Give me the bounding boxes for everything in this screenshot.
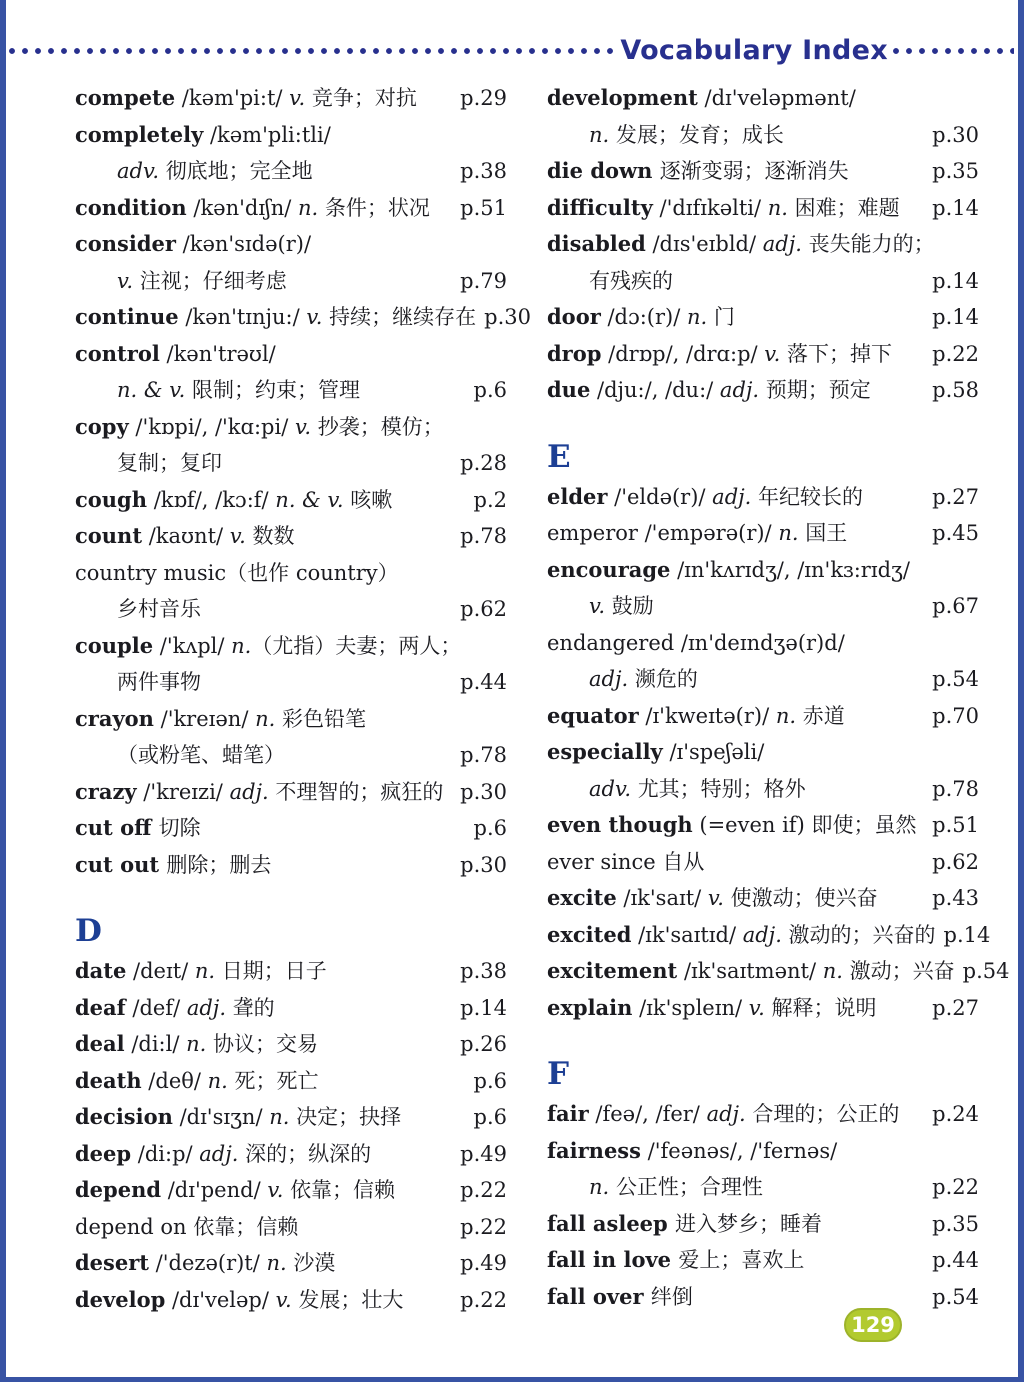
entry-text: v. 鼓励 xyxy=(589,594,654,618)
entry-text: 复制；复印 xyxy=(117,451,222,475)
index-entry xyxy=(547,1279,979,1316)
entry-text: adv. 彻底地；完全地 xyxy=(117,159,313,183)
page-ref: p.30 xyxy=(460,852,507,877)
index-entry xyxy=(547,807,979,844)
index-entry xyxy=(75,409,507,482)
entry-line xyxy=(547,953,1010,990)
entry-line xyxy=(75,1026,507,1063)
entry-line xyxy=(75,299,531,336)
entry-line xyxy=(75,518,507,555)
index-entry xyxy=(547,372,979,409)
entry-line xyxy=(75,1172,507,1209)
page-ref: p.30 xyxy=(932,122,979,147)
entry-text: completely /kəm'pli:tli/ xyxy=(75,121,331,147)
entry-line xyxy=(547,625,979,662)
entry-text: compete /kəm'pi:t/ v. 竞争；对抗 xyxy=(75,85,417,110)
page-ref: p.49 xyxy=(460,1141,507,1166)
entry-line xyxy=(547,372,979,409)
index-entry xyxy=(75,628,507,701)
page-ref: p.78 xyxy=(932,776,979,801)
entry-text: copy /'kɒpi/, /'kɑ:pi/ v. 抄袭；模仿； xyxy=(75,413,444,439)
page-ref: p.78 xyxy=(460,743,507,767)
entry-line xyxy=(547,734,979,771)
page-ref: p.14 xyxy=(932,268,979,293)
entry-line xyxy=(75,1063,507,1100)
entry-text: cut off 切除 xyxy=(75,815,201,840)
entry-line xyxy=(547,153,979,190)
page-number-badge xyxy=(844,1308,902,1342)
entry-line xyxy=(75,990,507,1027)
index-entry xyxy=(547,990,979,1027)
entry-line xyxy=(547,1133,979,1170)
page-ref: p.44 xyxy=(460,670,507,694)
entry-line xyxy=(547,698,979,735)
index-entry xyxy=(75,1209,507,1246)
entry-line xyxy=(547,80,979,117)
index-entry xyxy=(75,701,507,774)
index-entry xyxy=(547,734,979,807)
entry-text: difficulty /'dɪfɪkəlti/ n. 困难；难题 xyxy=(547,194,900,220)
entry-line xyxy=(547,226,979,263)
index-entry xyxy=(547,515,979,552)
entry-line xyxy=(75,555,507,592)
page-ref: p.14 xyxy=(943,922,991,947)
entry-line xyxy=(547,190,979,227)
entry-line xyxy=(75,445,507,482)
page-ref: p.6 xyxy=(473,1105,507,1129)
page-ref: p.6 xyxy=(473,816,507,840)
entry-text: deal /di:l/ n. 协议；交易 xyxy=(75,1031,318,1056)
entry-line xyxy=(75,847,507,884)
entry-text: equator /ɪ'kweɪtə(r)/ n. 赤道 xyxy=(547,702,845,728)
page-ref: p.38 xyxy=(460,959,507,983)
index-entry xyxy=(547,190,979,227)
entry-line xyxy=(75,1282,507,1319)
entry-line xyxy=(547,917,991,954)
entry-text: fall asleep 进入梦乡；睡着 xyxy=(547,1210,823,1236)
entry-text: die down 逐渐变弱；逐渐消失 xyxy=(547,158,849,183)
section-letter-d: D xyxy=(75,913,102,949)
entry-text: （或粉笔、蜡笔） xyxy=(117,743,285,767)
entry-line xyxy=(75,117,507,154)
entry-line xyxy=(547,552,979,589)
page-ref: p.78 xyxy=(460,524,507,548)
entry-text: deep /di:p/ adj. 深的；纵深的 xyxy=(75,1140,372,1166)
entry-line xyxy=(75,190,507,227)
page-ref: p.62 xyxy=(932,849,979,874)
index-entry xyxy=(75,810,507,847)
entry-text: couple /'kʌpl/ n.（尤指）夫妻；两人； xyxy=(75,632,462,658)
page-ref: p.67 xyxy=(932,594,979,618)
entry-line xyxy=(75,737,507,774)
entry-line xyxy=(75,953,507,990)
index-column-right xyxy=(547,80,1010,1318)
index-entry xyxy=(75,226,507,299)
page-ref: p.14 xyxy=(932,305,979,329)
entry-text: due /dju:/, /du:/ adj. 预期；预定 xyxy=(547,377,871,402)
entry-line xyxy=(75,372,507,409)
entry-text: fall over 绊倒 xyxy=(547,1283,693,1309)
index-entry xyxy=(75,117,507,190)
entry-text: develop /dɪ'veləp/ v. 发展；壮大 xyxy=(75,1286,404,1312)
entry-line xyxy=(75,226,507,263)
entry-text: door /dɔ:(r)/ n. 门 xyxy=(547,304,735,329)
entry-text: consider /kən'sɪdə(r)/ xyxy=(75,231,312,256)
index-entry xyxy=(547,552,979,625)
entry-text: ever since 自从 xyxy=(547,849,705,874)
entry-text: explain /ɪk'spleɪn/ v. 解释；说明 xyxy=(547,994,877,1020)
entry-text: excite /ɪk'saɪt/ v. 使激动；使兴奋 xyxy=(547,885,878,910)
dotted-rule-right xyxy=(892,47,1014,55)
entry-text: country music（也作 country） xyxy=(75,560,399,585)
page-ref: p.58 xyxy=(932,378,979,402)
entry-line xyxy=(547,880,979,917)
entry-line xyxy=(547,661,979,698)
page-ref: p.6 xyxy=(473,378,507,402)
index-entry xyxy=(547,917,991,954)
entry-line xyxy=(75,1136,507,1173)
entry-text: fall in love 爱上；喜欢上 xyxy=(547,1247,805,1272)
entry-line xyxy=(75,774,507,811)
page-ref: p.22 xyxy=(932,1175,979,1199)
entry-line xyxy=(75,701,507,738)
entry-text: deaf /def/ adj. 聋的 xyxy=(75,994,275,1020)
page-ref: p.27 xyxy=(932,995,979,1020)
entry-line xyxy=(547,588,979,625)
section-letter-f: F xyxy=(547,1056,570,1092)
index-entry xyxy=(547,1133,979,1206)
entry-text: v. 注视；仔细考虑 xyxy=(117,268,287,293)
entry-text: depend on 依靠；信赖 xyxy=(75,1214,299,1239)
entry-text: 乡村音乐 xyxy=(117,597,201,621)
index-entry xyxy=(547,226,979,299)
index-entry xyxy=(547,844,979,881)
page-ref: p.45 xyxy=(932,521,979,545)
index-entry xyxy=(547,698,979,735)
entry-line xyxy=(547,299,979,336)
entry-text: drop /drɒp/, /drɑ:p/ v. 落下；掉下 xyxy=(547,340,892,366)
index-entry xyxy=(547,953,1010,990)
page-ref: p.22 xyxy=(460,1287,507,1312)
index-column-left xyxy=(75,80,531,1318)
page-ref: p.6 xyxy=(473,1068,507,1093)
page-ref: p.54 xyxy=(962,959,1010,983)
entry-text: emperor /'empərə(r)/ n. 国王 xyxy=(547,521,848,545)
entry-text: elder /'eldə(r)/ adj. 年纪较长的 xyxy=(547,483,863,509)
index-entry xyxy=(75,1172,507,1209)
entry-line xyxy=(75,409,507,446)
entry-text: control /kən'trəʊl/ xyxy=(75,340,276,366)
index-entry xyxy=(75,990,507,1027)
index-entry xyxy=(547,880,979,917)
page-number: 129 xyxy=(851,1312,895,1337)
index-entry xyxy=(75,1282,507,1319)
page-ref: p.79 xyxy=(460,268,507,293)
page-ref: p.44 xyxy=(932,1248,979,1272)
page-title: Vocabulary Index xyxy=(620,35,888,66)
index-entry xyxy=(547,299,979,336)
index-entry xyxy=(547,80,979,153)
entry-line xyxy=(547,1279,979,1316)
index-entry xyxy=(75,555,507,628)
page-ref: p.22 xyxy=(932,341,979,366)
entry-line xyxy=(547,990,979,1027)
page-ref: p.2 xyxy=(473,487,507,512)
index-entry xyxy=(75,80,507,117)
page-ref: p.30 xyxy=(460,779,507,804)
entry-text: adv. 尤其；特别；格外 xyxy=(589,776,806,801)
section-letter-e: E xyxy=(547,438,571,475)
page-ref: p.54 xyxy=(932,667,979,691)
entry-text: death /deθ/ n. 死；死亡 xyxy=(75,1067,319,1093)
index-entry xyxy=(75,336,507,409)
page-ref: p.30 xyxy=(484,305,531,329)
page-ref: p.51 xyxy=(460,195,507,220)
index-columns xyxy=(75,80,1010,1318)
page-ref: p.22 xyxy=(460,1214,507,1239)
index-entry xyxy=(547,1242,979,1279)
index-entry xyxy=(547,479,979,516)
index-entry xyxy=(75,774,507,811)
entry-text: adj. 濒危的 xyxy=(589,667,698,691)
entry-text: crayon /'kreɪən/ n. 彩色铅笔 xyxy=(75,705,366,731)
index-entry xyxy=(547,336,979,373)
page-ref: p.14 xyxy=(932,195,979,220)
entry-line xyxy=(75,336,507,373)
entry-text: continue /kən'tɪnju:/ v. 持续；继续存在 xyxy=(75,304,477,329)
entry-line xyxy=(547,1206,979,1243)
entry-text: depend /dɪ'pend/ v. 依靠；信赖 xyxy=(75,1177,396,1202)
page-ref: p.22 xyxy=(460,1178,507,1202)
index-entry xyxy=(547,625,979,698)
page-ref: p.26 xyxy=(460,1032,507,1056)
entry-line xyxy=(75,263,507,300)
index-entry xyxy=(75,847,507,884)
entry-text: development /dɪ'veləpmənt/ xyxy=(547,85,856,110)
index-entry xyxy=(75,1136,507,1173)
entry-text: encourage /ɪn'kʌrɪdʒ/, /ɪn'kɜ:rɪdʒ/ xyxy=(547,556,910,582)
entry-text: cut out 删除；删去 xyxy=(75,851,272,877)
entry-text: fair /feə/, /fer/ adj. 合理的；公正的 xyxy=(547,1101,900,1126)
entry-text: even though (=even if) 即使；虽然 xyxy=(547,812,917,837)
index-entry xyxy=(75,1245,507,1282)
entry-text: 有残疾的 xyxy=(589,268,673,293)
entry-line xyxy=(75,628,507,665)
entry-line xyxy=(75,664,507,701)
dotted-rule-left xyxy=(8,47,616,55)
entry-text: date /deɪt/ n. 日期；日子 xyxy=(75,958,327,983)
left-page-border xyxy=(0,0,6,1382)
page-ref: p.28 xyxy=(460,451,507,475)
page-header xyxy=(8,36,1014,66)
page-ref: p.24 xyxy=(932,1102,979,1126)
entry-text: n. 公正性；合理性 xyxy=(589,1175,763,1199)
page-ref: p.54 xyxy=(932,1284,979,1309)
page-ref: p.49 xyxy=(460,1251,507,1275)
entry-text: especially /ɪ'speʃəli/ xyxy=(547,739,765,764)
index-entry xyxy=(75,953,507,990)
entry-text: n. 发展；发育；成长 xyxy=(589,122,784,147)
page-ref: p.43 xyxy=(932,886,979,910)
entry-text: endangered /ɪn'deɪndʒə(r)d/ xyxy=(547,630,845,655)
entry-text: fairness /'feənəs/, /'fernəs/ xyxy=(547,1137,838,1163)
index-entry xyxy=(75,299,531,336)
entry-text: n. & v. 限制；约束；管理 xyxy=(117,378,360,402)
index-entry xyxy=(547,1206,979,1243)
entry-line xyxy=(547,1169,979,1206)
page-ref: p.62 xyxy=(460,597,507,621)
entry-text: desert /'dezə(r)t/ n. 沙漠 xyxy=(75,1250,336,1275)
entry-line xyxy=(547,117,979,154)
page-ref: p.14 xyxy=(460,995,507,1020)
entry-line xyxy=(75,810,507,847)
entry-line xyxy=(547,1242,979,1279)
entry-text: crazy /'kreɪzi/ adj. 不理智的；疯狂的 xyxy=(75,778,444,804)
entry-text: excited /ɪk'saɪtɪd/ adj. 激动的；兴奋的 xyxy=(547,921,936,947)
entry-text: decision /dɪ'sɪʒn/ n. 决定；抉择 xyxy=(75,1104,402,1129)
entry-line xyxy=(75,153,507,190)
right-page-border xyxy=(1018,0,1024,1382)
entry-line xyxy=(547,844,979,881)
entry-line xyxy=(75,1245,507,1282)
page-ref: p.51 xyxy=(932,813,979,837)
page-ref: p.35 xyxy=(932,159,979,183)
entry-line xyxy=(75,591,507,628)
index-entry xyxy=(547,1096,979,1133)
entry-text: condition /kən'dɪʃn/ n. 条件；状况 xyxy=(75,194,430,220)
entry-line xyxy=(547,515,979,552)
entry-line xyxy=(75,1099,507,1136)
entry-line xyxy=(547,1096,979,1133)
page-ref: p.27 xyxy=(932,484,979,509)
entry-line xyxy=(547,336,979,373)
entry-line xyxy=(547,479,979,516)
entry-text: 两件事物 xyxy=(117,670,201,694)
entry-line xyxy=(75,482,507,519)
entry-line xyxy=(75,80,507,117)
page-ref: p.38 xyxy=(460,159,507,183)
index-entry xyxy=(75,482,507,519)
entry-line xyxy=(75,1209,507,1246)
index-entry xyxy=(75,1026,507,1063)
index-entry xyxy=(75,190,507,227)
entry-text: count /kaʊnt/ v. 数数 xyxy=(75,523,295,548)
index-entry xyxy=(75,1099,507,1136)
entry-line xyxy=(547,807,979,844)
page-ref: p.29 xyxy=(460,86,507,110)
index-entry xyxy=(75,518,507,555)
page-ref: p.70 xyxy=(932,703,979,728)
page-ref: p.35 xyxy=(932,1211,979,1236)
index-entry xyxy=(547,153,979,190)
entry-text: cough /kɒf/, /kɔ:f/ n. & v. 咳嗽 xyxy=(75,486,393,512)
entry-text: disabled /dɪs'eɪbld/ adj. 丧失能力的； xyxy=(547,231,935,256)
index-entry xyxy=(75,1063,507,1100)
entry-line xyxy=(547,263,979,300)
entry-text: excitement /ɪk'saɪtmənt/ n. 激动；兴奋 xyxy=(547,958,955,983)
entry-line xyxy=(547,771,979,808)
bottom-page-border xyxy=(0,1377,1024,1382)
